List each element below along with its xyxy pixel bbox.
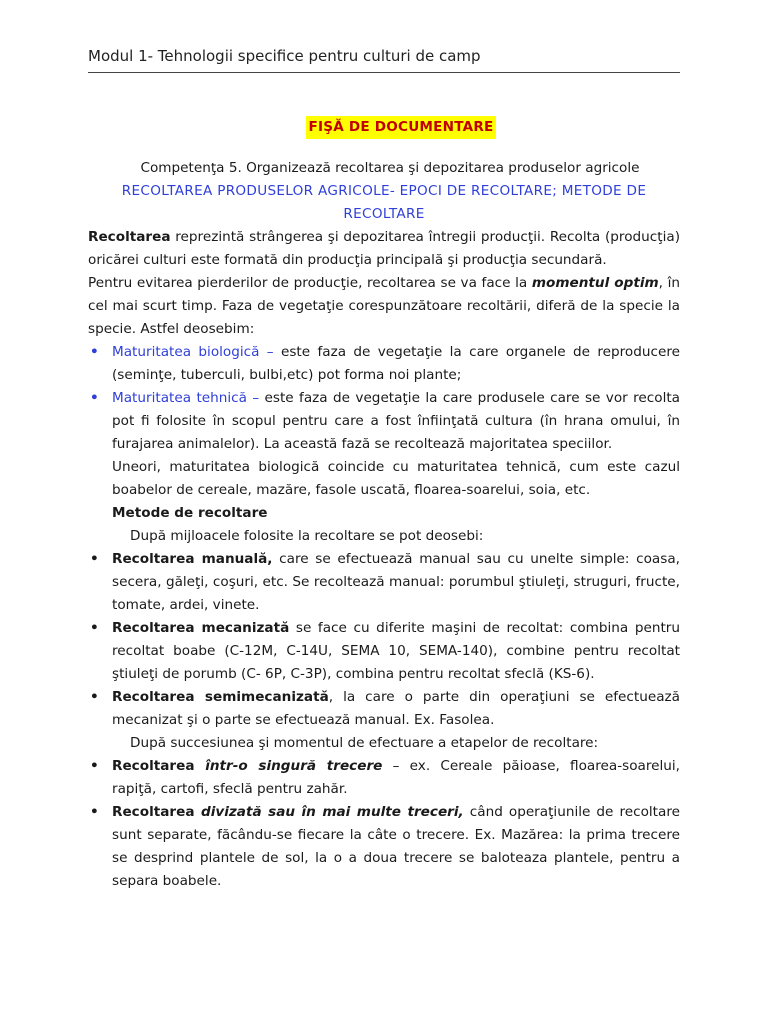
term-recoltarea: Recoltarea	[88, 229, 171, 245]
paragraph-recoltarea	[88, 226, 680, 272]
intro-etape: După succesiunea şi momentul de efectuare a etapelor de recoltare:	[130, 735, 599, 751]
recoltare-mecanizata-text: se face cu diferite maşini de recoltat: combina pentru recoltat boabe (C-12M, C-14U, SEMA 10, SEMA-140), combine pentru recoltat ştiuleţi de porumb (C- 6P, C-3P), combina pentru recoltat sfeclă (KS-6).	[112, 620, 680, 682]
title-row	[122, 116, 680, 139]
term-maturitate-tehnica: Maturitatea tehnică –	[112, 390, 260, 406]
intro-mijloace: După mijloacele folosite la recoltare se pot deosebi:	[130, 528, 484, 544]
header-divider	[88, 72, 680, 73]
list-item-recoltare-manuala	[88, 548, 680, 617]
paragraph-moment-optim-text-b: , în cel mai scurt timp. Faza de vegetaţie corespunzătoare recoltării, diferă de la specie la specie. Astfel deosebim:	[88, 275, 680, 337]
list-item-recoltare-o-trecere	[88, 755, 680, 801]
topic-heading: RECOLTAREA PRODUSELOR AGRICOLE- EPOCI DE RECOLTARE; METODE DE RECOLTARE	[121, 183, 647, 222]
document-body	[88, 116, 680, 893]
term-momentul-optim: momentul optim	[531, 275, 659, 291]
term-recoltare-manuala: Recoltarea manuală,	[112, 551, 273, 567]
list-item-maturitate-tehnica	[88, 387, 680, 456]
list-item-recoltare-divizata	[88, 801, 680, 893]
metode-heading: Metode de recoltare	[112, 505, 268, 521]
maturitate-list	[88, 341, 680, 456]
paragraph-moment-optim	[88, 272, 680, 341]
list-item-maturitate-biologica	[88, 341, 680, 387]
paragraph-moment-optim-text-a: Pentru evitarea pierderilor de producţie, recoltarea se va face la	[88, 275, 532, 291]
competenta-line: Competenţa 5. Organizează recoltarea şi depozitarea produselor agricole	[140, 160, 640, 176]
document-title: FIŞĂ DE DOCUMENTARE	[306, 116, 495, 139]
list-item-recoltare-semimecanizata	[88, 686, 680, 732]
maturitate-biologica-text: este faza de vegetaţie la care organele de reproducere (seminţe, tuberculi, bulbi,etc) pot forma noi plante;	[112, 344, 680, 383]
term-recoltare-divizata-a: Recoltarea	[112, 804, 201, 820]
recoltare-semimecanizata-text: , la care o parte din operaţiuni se efectuează mecanizat şi o parte se efectuează manual. Ex. Fasolea.	[112, 689, 680, 728]
recoltare-divizata-text: când operaţiunile de recoltare sunt separate, făcându-se fiecare la câte o trecere. Ex. Mazărea: la prima trecere se desprind plantele de sol, la o a doua trecere se baloteaza plantele, pentru a separa boabele.	[112, 804, 680, 889]
metode-mijloace-list	[88, 548, 680, 732]
metode-etape-list	[88, 755, 680, 893]
page-header: Modul 1- Tehnologii specifice pentru culturi de camp	[88, 47, 481, 65]
term-maturitate-biologica: Maturitatea biologică –	[112, 344, 274, 360]
term-recoltare-mecanizata: Recoltarea mecanizată	[112, 620, 290, 636]
paragraph-recoltarea-text: reprezintă strângerea şi depozitarea întregii producţii. Recolta (producţia) oricărei culturi este formată din producţia principală şi producţia secundară.	[88, 229, 680, 268]
note-paragraph: Uneori, maturitatea biologică coincide cu maturitatea tehnică, cum este cazul boabelor de cereale, mazăre, fasole uscată, floarea-soarelui, soia, etc.	[112, 459, 680, 498]
term-recoltare-semimecanizata: Recoltarea semimecanizată	[112, 689, 329, 705]
term-recoltare-divizata-b: divizată sau în mai multe treceri,	[200, 804, 464, 820]
recoltare-manuala-text: care se efectuează manual sau cu unelte simple: coasa, secera, gălеţi, coşuri, etc. Se recoltează manual: porumbul ştiuleţi, struguri, fructe, tomate, ardei, vinete.	[112, 551, 680, 613]
term-recoltare-o-trecere-b: într-o singură trecere	[205, 758, 383, 774]
term-recoltare-o-trecere-a: Recoltarea	[112, 758, 206, 774]
list-item-recoltare-mecanizata	[88, 617, 680, 686]
maturitate-tehnica-text: este faza de vegetaţie la care produsele care se vor recolta pot fi folosite în scopul pentru care a fost înfiinţată cultura (în hrana omului, în furajarea animalelor). La această fază se recoltează majoritatea speciilor.	[112, 390, 681, 452]
recoltare-o-trecere-text: – ex. Cereale păioase, floarea-soarelui, rapiţă, cartofi, sfeclă pentru zahăr.	[112, 758, 681, 797]
